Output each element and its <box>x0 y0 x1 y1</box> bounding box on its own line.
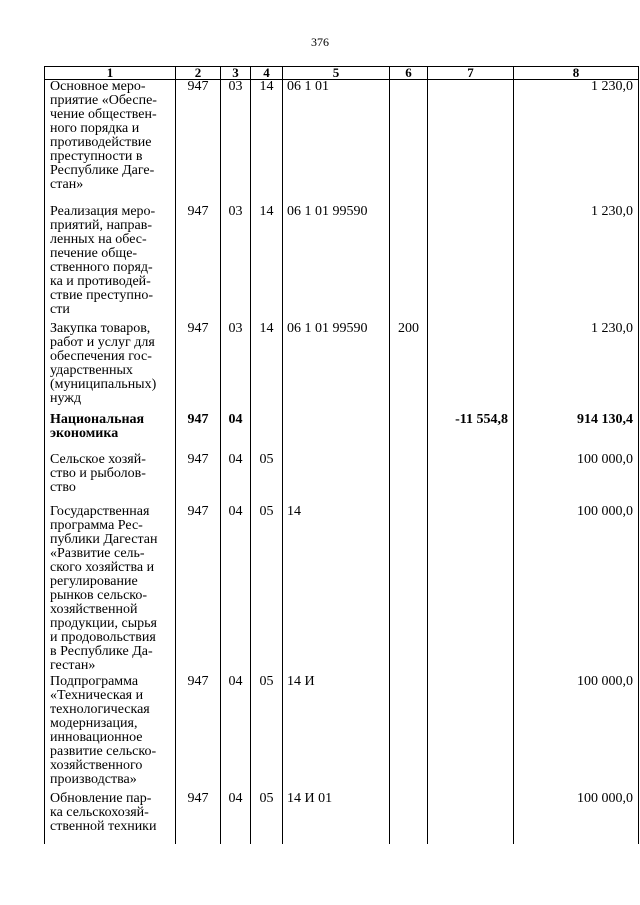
cell-col-8: 100 000,0 <box>514 453 639 505</box>
cell-col-3: 04 <box>221 413 251 453</box>
cell-col-2: 947 <box>176 80 221 205</box>
row-name-cell <box>45 675 176 792</box>
cell-col-5: 14 И <box>283 675 390 792</box>
cell-col-7 <box>428 80 514 205</box>
cell-col-5 <box>283 453 390 505</box>
cell-col-6 <box>390 80 428 205</box>
cell-col-6: 200 <box>390 322 428 413</box>
row-name-cell <box>45 792 176 844</box>
budget-table <box>44 66 639 844</box>
cell-col-3: 04 <box>221 505 251 675</box>
row-name-cell <box>45 453 176 505</box>
header-col-7: 7 <box>428 67 514 80</box>
cell-col-5: 06 1 01 99590 <box>283 322 390 413</box>
table-row <box>45 322 639 413</box>
cell-col-8: 1 230,0 <box>514 322 639 413</box>
row-name: Закупка товаров, работ и услуг для обеспечения гос- ударственных (муниципальных) нужд <box>50 320 157 406</box>
cell-col-6 <box>390 792 428 844</box>
row-name-cell <box>45 413 176 453</box>
header-col-2: 2 <box>176 67 221 80</box>
table-row <box>45 505 639 675</box>
cell-col-2: 947 <box>176 413 221 453</box>
row-name: Государственная программа Рес- публики Дагестан «Развитие сель- ского хозяйства и регулирование рынков сельско- хозяйственной продукции, сырья и продовольствия в Республике Да- гестан» <box>50 503 158 673</box>
row-name-cell <box>45 505 176 675</box>
table-row <box>45 792 639 844</box>
row-name: Обновление пар- ка сельскохозяй- ственной техники <box>50 790 157 834</box>
cell-col-8: 100 000,0 <box>514 505 639 675</box>
cell-col-5: 06 1 01 99590 <box>283 205 390 322</box>
page-number: 376 <box>311 35 329 49</box>
cell-col-3: 04 <box>221 675 251 792</box>
cell-col-8: 100 000,0 <box>514 792 639 844</box>
row-name: Основное меро- приятие «Обеспе- чение обществен- ного порядка и противодействие преступности в Республике Даге- стан» <box>50 79 157 192</box>
row-name: Реализация меро- приятий, направ- ленных на обес- печение обще- ственного поряд- ка и противодей- ствие преступно- сти <box>50 203 156 317</box>
cell-col-4: 14 <box>251 205 283 322</box>
header-col-4: 4 <box>251 67 283 80</box>
cell-col-4: 05 <box>251 453 283 505</box>
cell-col-3: 03 <box>221 205 251 322</box>
table-row <box>45 675 639 792</box>
table-row <box>45 453 639 505</box>
cell-col-8: 914 130,4 <box>514 413 639 453</box>
cell-col-4: 05 <box>251 792 283 844</box>
cell-col-5: 06 1 01 <box>283 80 390 205</box>
row-name-cell <box>45 205 176 322</box>
cell-col-4: 05 <box>251 505 283 675</box>
table-row <box>45 205 639 322</box>
cell-col-7 <box>428 205 514 322</box>
cell-col-7 <box>428 675 514 792</box>
cell-col-2: 947 <box>176 453 221 505</box>
cell-col-7 <box>428 792 514 844</box>
cell-col-6 <box>390 675 428 792</box>
cell-col-2: 947 <box>176 322 221 413</box>
cell-col-2: 947 <box>176 505 221 675</box>
cell-col-7 <box>428 322 514 413</box>
cell-col-4: 14 <box>251 80 283 205</box>
row-name: Национальная экономика <box>50 411 145 441</box>
cell-col-6 <box>390 413 428 453</box>
cell-col-5 <box>283 413 390 453</box>
cell-col-3: 04 <box>221 453 251 505</box>
table-row <box>45 80 639 205</box>
cell-col-4: 05 <box>251 675 283 792</box>
header-row <box>45 67 639 80</box>
cell-col-5: 14 <box>283 505 390 675</box>
row-name: Сельское хозяй- ство и рыболов- ство <box>50 451 146 495</box>
cell-col-6 <box>390 453 428 505</box>
cell-col-3: 04 <box>221 792 251 844</box>
cell-col-3: 03 <box>221 322 251 413</box>
cell-col-8: 1 230,0 <box>514 205 639 322</box>
cell-col-7: -11 554,8 <box>428 413 514 453</box>
header-col-8: 8 <box>514 67 639 80</box>
header-col-3: 3 <box>221 67 251 80</box>
cell-col-4 <box>251 413 283 453</box>
header-col-5: 5 <box>283 67 390 80</box>
cell-col-7 <box>428 453 514 505</box>
row-name: Подпрограмма «Техническая и технологическая модернизация, инновационное развитие сельско- хозяйственного производства» <box>50 673 157 787</box>
cell-col-8: 100 000,0 <box>514 675 639 792</box>
cell-col-4: 14 <box>251 322 283 413</box>
table-row <box>45 413 639 453</box>
cell-col-2: 947 <box>176 205 221 322</box>
header-col-1: 1 <box>45 67 176 80</box>
cell-col-8: 1 230,0 <box>514 80 639 205</box>
cell-col-6 <box>390 505 428 675</box>
cell-col-6 <box>390 205 428 322</box>
cell-col-3: 03 <box>221 80 251 205</box>
header-col-6: 6 <box>390 67 428 80</box>
row-name-cell <box>45 80 176 205</box>
cell-col-2: 947 <box>176 792 221 844</box>
cell-col-2: 947 <box>176 675 221 792</box>
row-name-cell <box>45 322 176 413</box>
cell-col-7 <box>428 505 514 675</box>
cell-col-5: 14 И 01 <box>283 792 390 844</box>
